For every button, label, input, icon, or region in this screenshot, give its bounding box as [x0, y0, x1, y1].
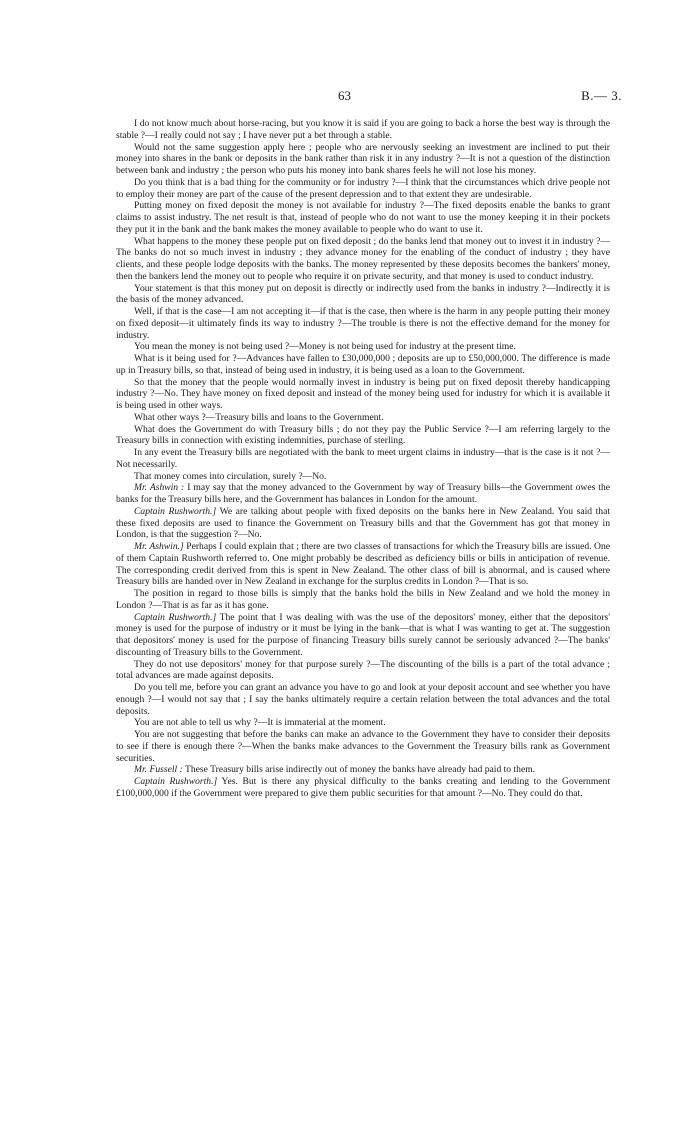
- paragraph-text: What does the Government do with Treasury bills ; do not they pay the Public Service ?—I am referring largely to the Treasury bills in connection with existing indemnities, purchase of sterling.: [116, 423, 610, 447]
- paragraph-text: I may say that the money advanced to the Government by way of Treasury bills—the Government owes the banks for the Treasury bills here, and the Government has balances in London for the amount.: [116, 482, 611, 505]
- paragraph-text: Your statement is that this money put on deposit is directly or indirectly used from the banks in industry ?—Indirectly it is the basis of the money advanced.: [116, 282, 610, 306]
- testimony-paragraph: [116, 447, 610, 471]
- paragraph-text: So that the money that the people would normally invest in industry is being put on fixed deposit thereby handicapping industry ?—No. They have money on fixed deposit and instead of the money being used for industry for which it is available it is being used in other ways.: [116, 376, 610, 411]
- paragraph-text: That money comes into circulation, surely ?—No.: [134, 470, 327, 482]
- document-reference: B.— 3.: [581, 88, 622, 103]
- speaker-label: Mr. Ashwin.]: [134, 541, 184, 552]
- testimony-paragraph: [116, 612, 610, 659]
- speaker-label: Captain Rushworth.]: [134, 611, 217, 623]
- page-body: [116, 118, 610, 800]
- paragraph-text: In any event the Treasury bills are negotiated with the bank to meet urgent claims in industry—that is the case is it not ?—Not necessarily.: [116, 447, 610, 470]
- page-number: 63: [338, 88, 351, 103]
- testimony-paragraph: [116, 377, 610, 412]
- speaker-label: Captain Rushworth.]: [134, 505, 217, 517]
- speaker-label: Captain Rushworth.]: [134, 776, 218, 787]
- testimony-paragraph: [116, 118, 610, 142]
- paragraph-text: The position in regard to those bills is simply that the banks hold the bills in New Zealand and we hold the money in London ?—That is as far as it has gone.: [116, 588, 610, 611]
- testimony-paragraph: [116, 764, 610, 776]
- testimony-paragraph: [116, 424, 610, 448]
- paragraph-text: These Treasury bills arise indirectly out of money the banks have already had paid to them.: [185, 764, 536, 776]
- paragraph-text: You are not able to tell us why ?—It is immaterial at the moment.: [134, 717, 386, 729]
- paragraph-text: The point that I was dealing with was the use of the depositors' money, either that the depositors' money is used for the purpose of industry or it must be lying in the bank—that is what I was wanting to get at. The suggestion that depositors' money is used for the purpose of financing Treasury bills surely cannot be seriously advanced ?—The banks' discounting of Treasury bills to the Government.: [116, 611, 611, 658]
- testimony-paragraph: [116, 482, 610, 506]
- testimony-paragraph: [116, 306, 610, 341]
- testimony-paragraph: [116, 682, 610, 717]
- paragraph-text: What happens to the money these people put on fixed deposit ; do the banks lend that money out to invest it in industry ?—The banks do not so much invest in industry ; they advance money for the enabling of the conduct of industry ; they have clients, and these people lodge deposits with the banks. The money represented by these deposits becomes the bankers' money, then the bankers lend the money out to people who require it on private security, and that money is used to conduct industry.: [116, 235, 610, 282]
- testimony-paragraph: [116, 588, 610, 612]
- testimony-paragraph: [116, 236, 610, 283]
- paragraph-text: Do you tell me, before you can grant an advance you have to go and look at your deposit account and see whether you have enough ?—I would not say that ; I say the banks ultimately require a certain relation between the total advances and the total deposits.: [116, 682, 610, 717]
- testimony-paragraph: [116, 412, 610, 424]
- testimony-paragraph: [116, 729, 610, 764]
- speaker-label: Mr. Fussell :: [134, 764, 183, 776]
- paragraph-text: I do not know much about horse-racing, but you know it is said if you are going to back a horse the best way is through the stable ?—I really could not say ; I have never put a bet through a stable.: [116, 118, 610, 141]
- testimony-paragraph: [116, 541, 610, 588]
- paragraph-text: What is it being used for ?—Advances have fallen to £30,000,000 ; deposits are up to £50,000,000. The difference is made up in Treasury bills, so that, instead of being used in industry, it is being used as a loan to the Government.: [116, 353, 610, 376]
- testimony-paragraph: [116, 717, 610, 729]
- testimony-paragraph: [116, 776, 610, 800]
- testimony-paragraph: [116, 142, 610, 177]
- testimony-paragraph: [116, 353, 610, 377]
- paragraph-text: You mean the money is not being used ?—Money is not being used for industry at the present time.: [134, 341, 516, 353]
- paragraph-text: Yes. But is there any physical difficulty to the banks creating and lending to the Government £100,000,000 if the Government were prepared to give them public securities for that amount ?—No. They could do that.: [116, 776, 611, 799]
- testimony-paragraph: [116, 471, 610, 483]
- testimony-paragraph: [116, 283, 610, 307]
- paragraph-text: We are talking about people with fixed deposits on the banks here in New Zealand. You said that these fixed deposits are used to finance the Government on Treasury bills and that the Government has got that money in London, is that the suggestion ?—No.: [116, 505, 610, 541]
- paragraph-text: Perhaps I could explain that ; there are two classes of transactions for which the Treasury bills are issued. One of them Captain Rushworth referred to. One might probably be described as deficiency bills or bills in anticipation of revenue. The corresponding credit derived from this is spent in New Zealand. The other class of bill is abnormal, and is caused where Treasury bills are handed over in New Zealand in exchange for the surplus credits in London ?—That is so.: [116, 541, 611, 588]
- paragraph-text: Would not the same suggestion apply here ; people who are nervously seeking an investment are inclined to put their money into shares in the bank or deposits in the bank rather than risk it in any industry ?—It is not a question of the distinction between bank and industry ; the person who puts his money into bank shares feels he will not lose his money.: [116, 141, 610, 176]
- testimony-paragraph: [116, 659, 610, 683]
- testimony-paragraph: [116, 177, 610, 201]
- testimony-paragraph: [116, 200, 610, 235]
- speaker-label: Mr. Ashwin :: [134, 482, 185, 494]
- testimony-paragraph: [116, 341, 610, 353]
- paragraph-text: You are not suggesting that before the banks can make an advance to the Government they have to consider their deposits to see if there is enough there ?—When the banks make advances to the Government the Treasury bills rank as Government securities.: [116, 729, 610, 764]
- testimony-paragraph: [116, 506, 610, 541]
- paragraph-text: They do not use depositors' money for that purpose surely ?—The discounting of the bills is a part of the total advance ; total advances are made against deposits.: [116, 658, 610, 682]
- paragraph-text: Well, if that is the case—I am not accepting it—if that is the case, then where is the harm in any people putting their money on fixed deposit—it ultimately finds its way to industry ?—The trouble is there is not the effective demand for the money for industry.: [116, 306, 610, 341]
- paragraph-text: Do you think that is a bad thing for the community or for industry ?—I think that the circumstances which drive people not to employ their money are part of the cause of the present depression and to that extent they are undesirable.: [116, 176, 610, 200]
- paragraph-text: Putting money on fixed deposit the money is not available for industry ?—The fixed deposits enable the banks to grant claims to assist industry. The net result is that, instead of people who do not want to use the money keeping it in their pockets they put it in the bank and the bank makes the money available to people who do want to use it.: [116, 200, 610, 235]
- paragraph-text: What other ways ?—Treasury bills and loans to the Government.: [134, 411, 384, 423]
- page-header: [0, 88, 700, 108]
